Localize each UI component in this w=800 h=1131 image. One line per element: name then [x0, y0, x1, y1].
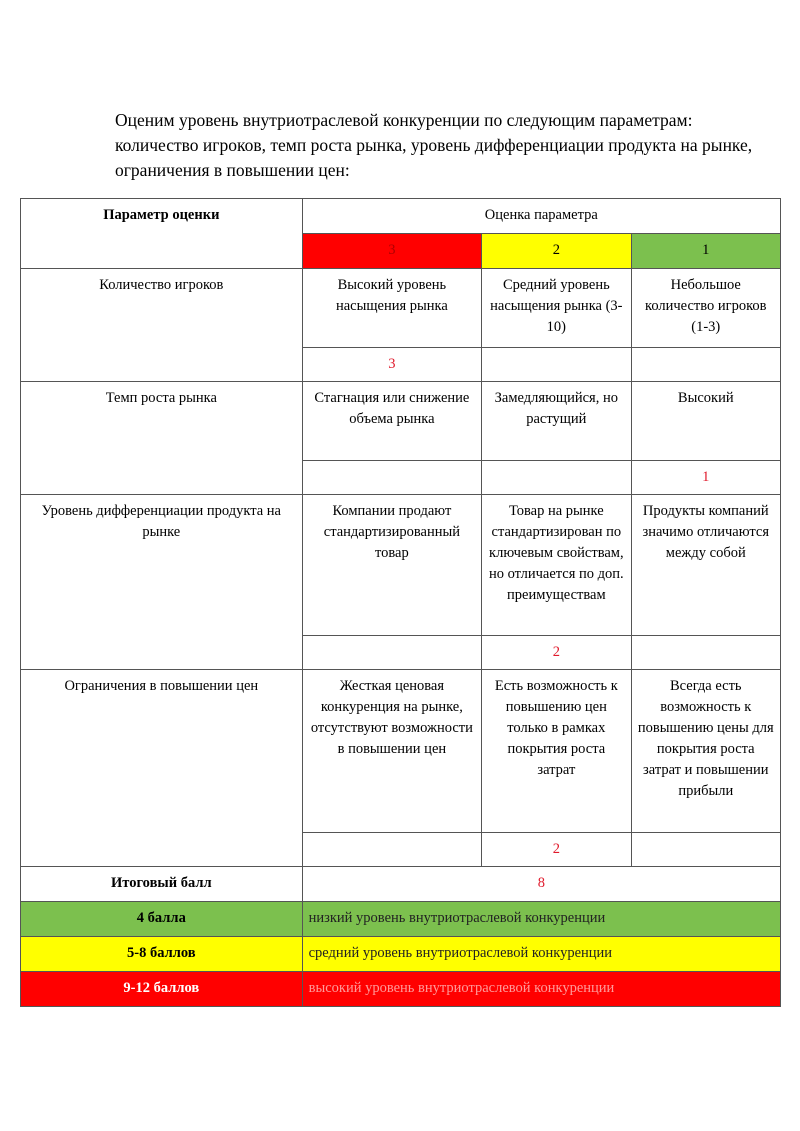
table-row [21, 495, 781, 636]
score-cell [631, 348, 780, 382]
header-rating: Оценка параметра [302, 199, 780, 234]
legend-text: высокий уровень внутриотраслевой конкуренции [302, 972, 780, 1007]
value-cell: Высокий уровень насыщения рынка [302, 269, 482, 348]
value-cell: Всегда есть возможность к повышению цены для покрытия роста затрат и повышении прибыли [631, 670, 780, 833]
value-cell: Продукты компаний значимо отличаются между собой [631, 495, 780, 636]
table-row [21, 670, 781, 833]
table-row [21, 269, 781, 348]
value-cell: Средний уровень насыщения рынка (3-10) [482, 269, 631, 348]
score-cell [302, 461, 482, 495]
scale-3: 3 [302, 234, 482, 269]
score-cell [631, 833, 780, 867]
score-cell: 3 [302, 348, 482, 382]
scale-1: 1 [631, 234, 780, 269]
header-param: Параметр оценки [21, 199, 303, 269]
value-cell: Жесткая ценовая конкуренция на рынке, отсутствуют возможности в повышении цен [302, 670, 482, 833]
score-cell: 2 [482, 636, 631, 670]
param-cell: Уровень дифференциации продукта на рынке [21, 495, 303, 670]
legend-text: низкий уровень внутриотраслевой конкуренции [302, 902, 780, 937]
legend-text: средний уровень внутриотраслевой конкуренции [302, 937, 780, 972]
param-cell: Количество игроков [21, 269, 303, 382]
value-cell: Замедляющийся, но растущий [482, 382, 631, 461]
param-cell: Ограничения в повышении цен [21, 670, 303, 867]
value-cell: Небольшое количество игроков (1-3) [631, 269, 780, 348]
legend-row [21, 972, 781, 1007]
value-cell: Товар на рынке стандартизирован по ключевым свойствам, но отличается по доп. преимуществам [482, 495, 631, 636]
legend-row [21, 937, 781, 972]
intro-paragraph: Оценим уровень внутриотраслевой конкуренции по следующим параметрам: количество игроков, темп роста рынка, уровень дифференциации продукта на рынке, ограничения в повышении цен: [115, 110, 753, 180]
value-cell: Высокий [631, 382, 780, 461]
legend-row [21, 902, 781, 937]
value-cell: Компании продают стандартизированный товар [302, 495, 482, 636]
score-cell [482, 348, 631, 382]
scale-2: 2 [482, 234, 631, 269]
table-row [21, 382, 781, 461]
score-cell [302, 833, 482, 867]
competition-table [20, 198, 781, 1007]
score-cell [302, 636, 482, 670]
value-cell: Стагнация или снижение объема рынка [302, 382, 482, 461]
value-cell: Есть возможность к повышению цен только в рамках покрытия роста затрат [482, 670, 631, 833]
legend-score: 5-8 баллов [21, 937, 303, 972]
score-cell: 1 [631, 461, 780, 495]
score-cell [482, 461, 631, 495]
param-cell: Темп роста рынка [21, 382, 303, 495]
total-value: 8 [302, 867, 780, 902]
header-row [21, 199, 781, 234]
total-label: Итоговый балл [21, 867, 303, 902]
score-cell: 2 [482, 833, 631, 867]
score-cell [631, 636, 780, 670]
total-row [21, 867, 781, 902]
legend-score: 9-12 баллов [21, 972, 303, 1007]
legend-score: 4 балла [21, 902, 303, 937]
